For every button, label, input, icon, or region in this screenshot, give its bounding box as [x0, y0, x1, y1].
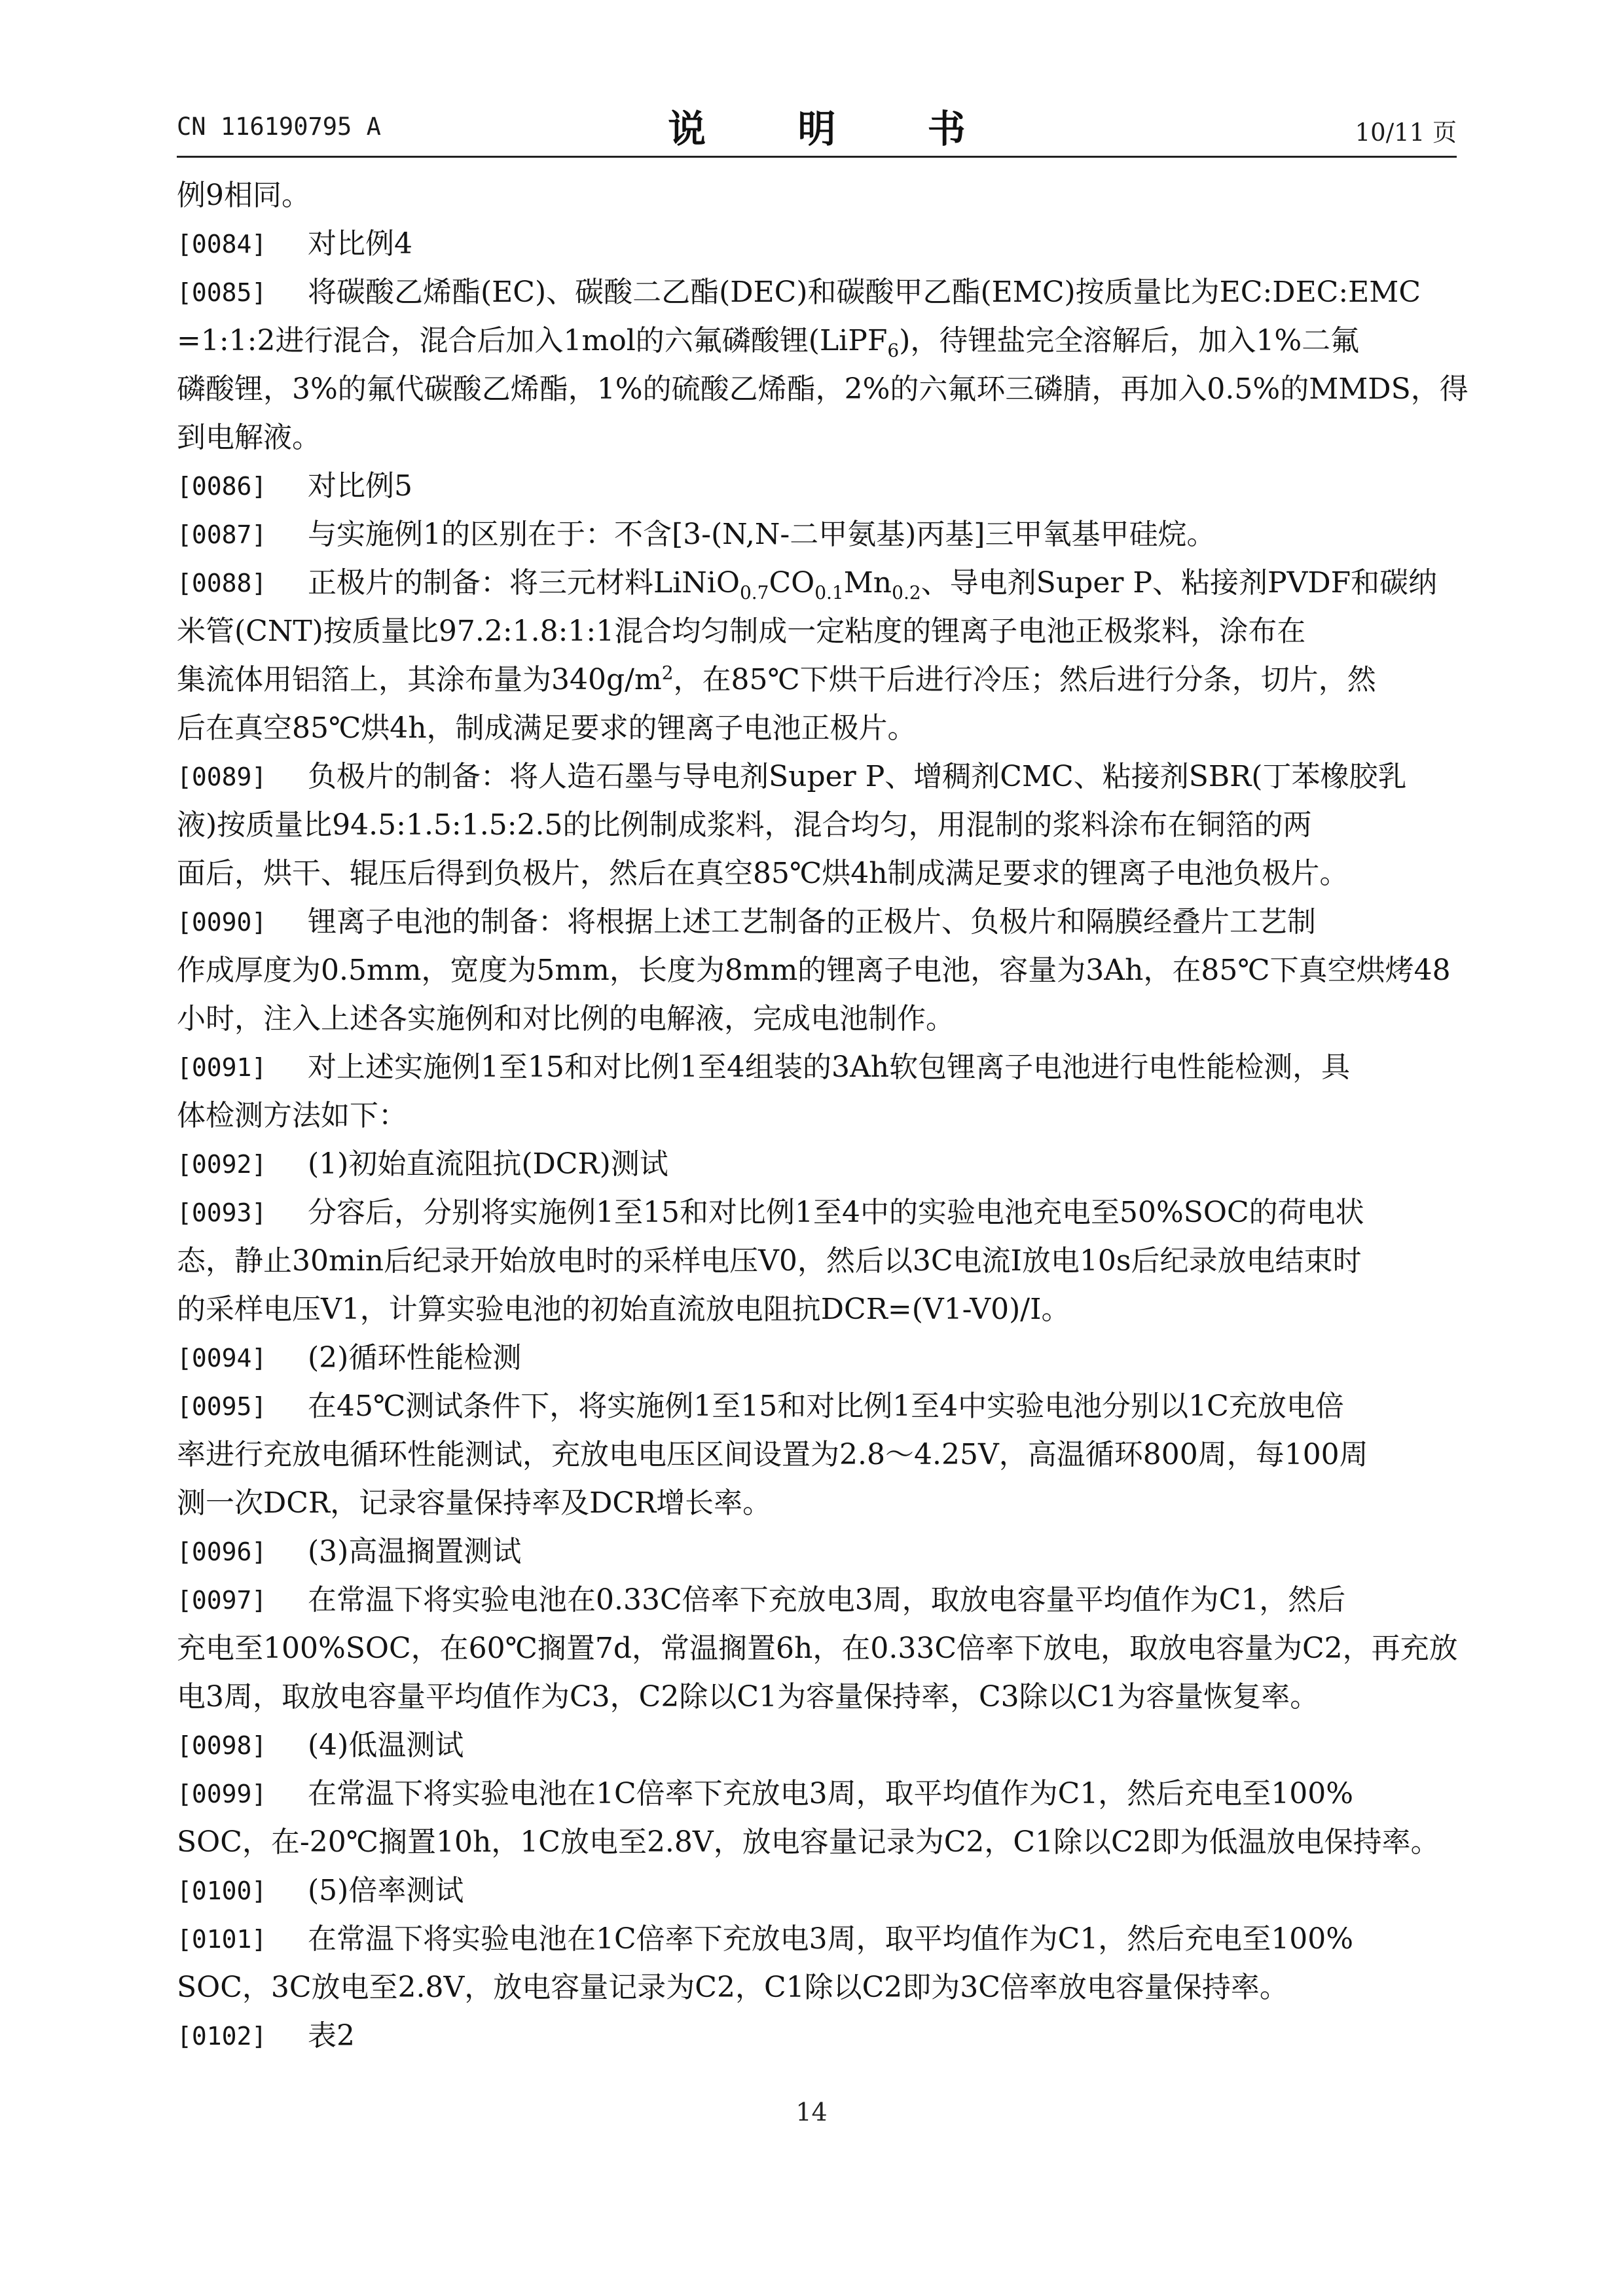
paragraph-text: 面后，烘干、辊压后得到负极片，然后在真空85℃烘4h制成满足要求的锂离子电池负极片。 [177, 857, 1349, 890]
paragraph-number: [0084] [177, 230, 267, 259]
paragraph-text: 将碳酸乙烯酯(EC)、碳酸二乙酯(DEC)和碳酸甲乙酯(EMC)按质量比为EC:DEC:EMC [308, 276, 1421, 309]
paragraph-text: 对上述实施例1至15和对比例1至4组装的3Ah软包锂离子电池进行电性能检测，具 [308, 1050, 1351, 1084]
paragraph-text: 与实施例1的区别在于：不含[3-(N,N-二甲氨基)丙基]三甲氧基甲硅烷。 [308, 518, 1216, 551]
paragraph-text: 体检测方法如下： [177, 1099, 407, 1132]
paragraph-first-line [177, 462, 1457, 511]
paragraph-number: [0100] [177, 1876, 267, 1905]
paragraph-text: (2)循环性能检测 [308, 1341, 522, 1374]
page-header [177, 98, 1457, 157]
paragraph-text: SOC，3C放电至2.8V，放电容量记录为C2，C1除以C2即为3C倍率放电容量保持率。 [177, 1971, 1288, 2004]
paragraph-text: =1:1:2进行混合，混合后加入1mol的六氟磷酸锂(LiPF$_6$)，待锂盐完全溶解后，加入1%二氟 [177, 324, 1360, 361]
page-number: 14 [795, 2098, 828, 2126]
paragraph-text: 锂离子电池的制备：将根据上述工艺制备的正极片、负极片和隔膜经叠片工艺制 [308, 905, 1316, 939]
paragraph-first-line [177, 1721, 1457, 1770]
paragraph-text: 作成厚度为0.5mm，宽度为5mm，长度为8mm的锂离子电池，容量为3Ah，在85℃下真空烘烤48 [177, 954, 1451, 987]
paragraph-number: [0088] [177, 569, 267, 598]
paragraph-first-line [177, 1528, 1457, 1576]
paragraph-first-line [177, 753, 1457, 801]
paragraph-first-line [177, 1382, 1457, 1431]
paragraph-text: 分容后，分别将实施例1至15和对比例1至4中的实验电池充电至50%SOC的荷电状 [308, 1196, 1364, 1229]
paragraph-text: 充电至100%SOC，在60℃搁置7d，常温搁置6h，在0.33C倍率下放电，取放电容量为C2，再充放 [177, 1632, 1458, 1665]
paragraph-text: 例9相同。 [177, 179, 310, 212]
paragraph-first-line [177, 1770, 1457, 1818]
paragraph-first-line [177, 1867, 1457, 1915]
paragraph-first-line [177, 2012, 1457, 2060]
paragraph-first-line [177, 1915, 1457, 1964]
paragraph-number: [0101] [177, 1925, 267, 1954]
paragraph-text: 在45℃测试条件下，将实施例1至15和对比例1至4中实验电池分别以1C充放电倍 [308, 1390, 1344, 1423]
paragraph-number: [0093] [177, 1198, 267, 1227]
paragraph-text: 电3周，取放电容量平均值作为C3，C2除以C1为容量保持率，C3除以C1为容量恢复率。 [177, 1680, 1319, 1713]
document-title: 说 明 书 [668, 107, 1005, 151]
paragraph-text: (3)高温搁置测试 [308, 1535, 522, 1568]
paragraph-text: (4)低温测试 [308, 1729, 464, 1762]
paragraph-first-line [177, 1043, 1457, 1092]
paragraph-number: [0099] [177, 1780, 267, 1808]
paragraph-first-line [177, 511, 1457, 559]
paragraph-number: [0098] [177, 1731, 267, 1760]
header-divider [177, 156, 1457, 158]
paragraph-text: SOC，在-20℃搁置10h，1C放电至2.8V，放电容量记录为C2，C1除以C2即为低温放电保持率。 [177, 1825, 1440, 1859]
paragraph-number: [0085] [177, 278, 267, 307]
paragraph-text: 对比例4 [308, 227, 412, 260]
paragraph-number: [0087] [177, 520, 267, 549]
paragraph-first-line [177, 898, 1457, 946]
paragraph-text: 小时，注入上述各实施例和对比例的电解液，完成电池制作。 [177, 1002, 955, 1035]
paragraph-first-line [177, 1576, 1457, 1624]
paragraph-text: 集流体用铝箔上，其涂布量为$340g/m^2$，在85℃下烘干后进行冷压；然后进行分条，切片，然 [177, 662, 1376, 696]
paragraph-text: 正极片的制备：将三元材料$LiNiO_{0.7}CO_{0.1}Mn_{0.2}$、导电剂Super P、粘接剂PVDF和碳纳 [308, 566, 1438, 603]
paragraph-text: 对比例5 [308, 469, 412, 503]
paragraph-number: [0086] [177, 472, 267, 501]
paragraph-text: 在常温下将实验电池在1C倍率下充放电3周，取平均值作为C1，然后充电至100% [308, 1777, 1354, 1810]
paragraph-number: [0102] [177, 2022, 267, 2051]
paragraph-number: [0094] [177, 1344, 267, 1372]
paragraph-text: 后在真空85℃烘4h，制成满足要求的锂离子电池正极片。 [177, 711, 917, 745]
paragraph-first-line [177, 220, 1457, 268]
document-body [177, 171, 1468, 2060]
paragraph-first-line [177, 1140, 1457, 1189]
paragraph-text: 在常温下将实验电池在1C倍率下充放电3周，取平均值作为C1，然后充电至100% [308, 1922, 1354, 1956]
paragraph-text: 液)按质量比94.5:1.5:1.5:2.5的比例制成浆料，混合均匀，用混制的浆料涂布在铜箔的两 [177, 808, 1312, 842]
paragraph-text: 态，静止30min后纪录开始放电时的采样电压V0，然后以3C电流I放电10s后纪录放电结束时 [177, 1244, 1362, 1278]
paragraph-first-line [177, 268, 1457, 317]
paragraph-text: 到电解液。 [177, 421, 321, 454]
paragraph-number: [0097] [177, 1586, 267, 1615]
paragraph-first-line [177, 1189, 1457, 1237]
paragraph-text: 米管(CNT)按质量比97.2:1.8:1:1混合均匀制成一定粘度的锂离子电池正极浆料，涂布在 [177, 615, 1306, 648]
paragraph-text: (1)初始直流阻抗(DCR)测试 [308, 1147, 668, 1181]
paragraph-first-line [177, 559, 1457, 607]
paragraph-number: [0089] [177, 762, 267, 791]
paragraph-text: 表2 [308, 2019, 355, 2053]
publication-number: CN 116190795 A [177, 113, 381, 141]
paragraph-number: [0095] [177, 1392, 267, 1421]
paragraph-text: 测一次DCR，记录容量保持率及DCR增长率。 [177, 1486, 772, 1520]
paragraph-number: [0090] [177, 908, 267, 937]
paragraph-text: 磷酸锂，3%的氟代碳酸乙烯酯，1%的硫酸乙烯酯，2%的六氟环三磷腈，再加入0.5%的MMDS，得 [177, 372, 1468, 406]
paragraph-text: 负极片的制备：将人造石墨与导电剂Super P、增稠剂CMC、粘接剂SBR(丁苯橡胶乳 [308, 760, 1407, 793]
paragraph-text: 在常温下将实验电池在0.33C倍率下充放电3周，取放电容量平均值作为C1，然后 [308, 1583, 1346, 1617]
paragraph-text: (5)倍率测试 [308, 1874, 464, 1907]
paragraph-number: [0096] [177, 1537, 267, 1566]
paragraph-first-line [177, 1334, 1457, 1382]
paragraph-text: 率进行充放电循环性能测试，充放电电压区间设置为2.8～4.25V，高温循环800周，每100周 [177, 1438, 1368, 1471]
paragraph-number: [0091] [177, 1053, 267, 1082]
paragraph-number: [0092] [177, 1150, 267, 1179]
paragraph-text: 的采样电压V1，计算实验电池的初始直流放电阻抗DCR=(V1-V0)/I。 [177, 1293, 1070, 1326]
page-indicator: 10/11 页 [1355, 118, 1457, 147]
